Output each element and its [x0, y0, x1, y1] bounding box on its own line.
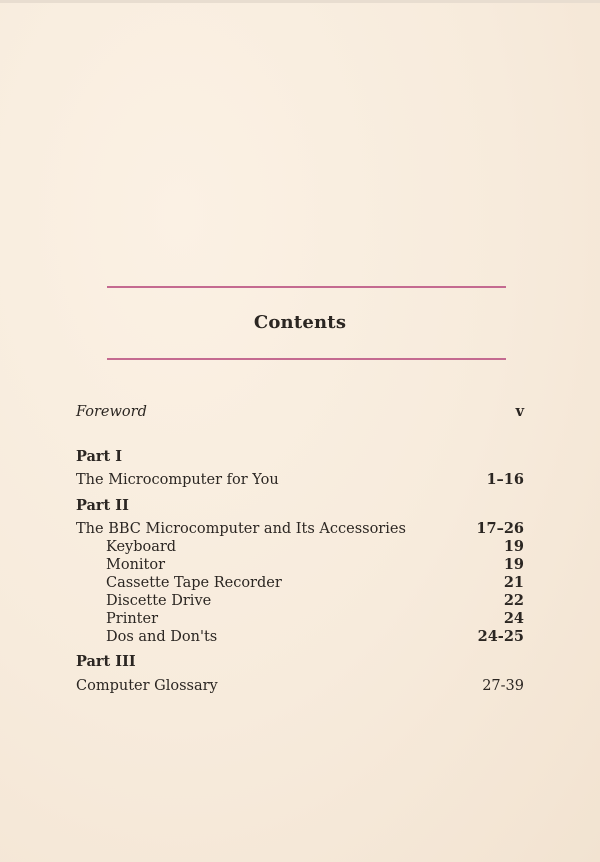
- toc-entry-pages: 19: [503, 556, 524, 573]
- toc-entry-label: Keyboard: [106, 539, 177, 555]
- page-title: Contents: [253, 312, 347, 333]
- toc-entry-pages: 21: [503, 574, 524, 591]
- toc-entry-label: Discette Drive: [106, 593, 212, 609]
- toc-entry-pages: 27-39: [482, 678, 524, 694]
- page-edge: [0, 0, 600, 3]
- toc-entry-pages: 24-25: [477, 628, 524, 645]
- toc-entry-pages: 17–26: [476, 520, 524, 537]
- toc-entry-label: Foreword: [76, 404, 147, 420]
- toc-entry-label: Monitor: [106, 557, 166, 573]
- title-rule-top: [107, 286, 506, 288]
- toc-entry-label: Cassette Tape Recorder: [106, 575, 282, 591]
- toc-entry-pages: v: [515, 403, 524, 420]
- part-heading-1: Part I: [76, 448, 123, 465]
- toc-entry-label: The BBC Microcomputer and Its Accessories: [76, 521, 406, 537]
- toc-entry-pages: 1–16: [486, 471, 524, 488]
- toc-entry-pages: 24: [503, 610, 524, 627]
- toc-entry-label: Computer Glossary: [76, 678, 218, 694]
- title-rule-bottom: [107, 358, 506, 360]
- toc-entry-label: The Microcomputer for You: [76, 472, 279, 488]
- part-heading-2: Part II: [76, 497, 129, 514]
- toc-entry-pages: 19: [503, 538, 524, 555]
- toc-entry-label: Dos and Don'ts: [106, 629, 218, 645]
- toc-entry-pages: 22: [503, 592, 524, 609]
- toc-entry-label: Printer: [106, 611, 159, 627]
- part-heading-3: Part III: [76, 653, 136, 670]
